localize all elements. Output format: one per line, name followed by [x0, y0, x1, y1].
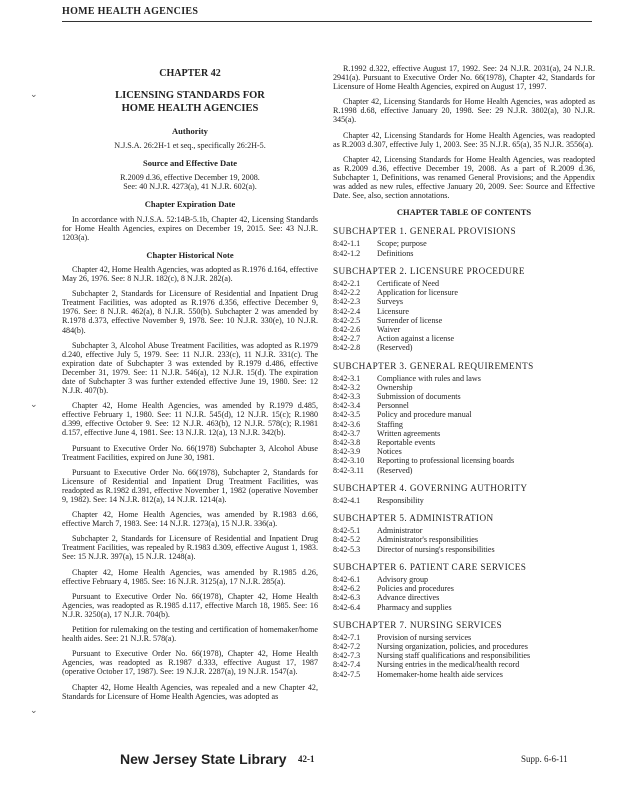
section-title: Nursing staff qualifications and responsibilities: [377, 651, 531, 661]
toc-title: CHAPTER TABLE OF CONTENTS: [396, 207, 532, 218]
section-title: Action against a license: [377, 334, 455, 344]
history-paragraph: Pursuant to Executive Order No. 66(1978) Subchapter 3, Alcohol Abuse Treatment Facilities, expired on June 30, 1981.: [62, 443, 318, 462]
supplement-date: Supp. 6-6-11: [521, 754, 568, 764]
chapter-title-line: HOME HEALTH AGENCIES: [121, 102, 259, 114]
source-text: R.2009 d.36, effective December 19, 2008.: [120, 173, 260, 183]
section-title: (Reserved): [377, 343, 413, 353]
toc-entry: [333, 374, 595, 383]
section-number: 8:42-3.2: [333, 382, 361, 392]
running-header: HOME HEALTH AGENCIES: [62, 6, 199, 17]
section-title: Administrator's responsibilities: [377, 535, 479, 545]
toc-entry: [333, 249, 595, 258]
history-paragraph: Chapter 42, Home Health Agencies, was amended by R.1983 d.66, effective March 7, 1983. See: 14 N.J.R. 1273(a), 15 N.J.R. 336(a).: [62, 510, 318, 529]
toc-entry: [333, 297, 595, 306]
subchapter-heading: SUBCHAPTER 3. GENERAL REQUIREMENTS: [333, 360, 534, 371]
section-number: 8:42-6.2: [333, 584, 361, 594]
toc-entry: [333, 545, 595, 554]
history-paragraph: Subchapter 2, Standards for Licensure of Residential and Inpatient Drug Treatment Facilities, was adopted as R.1976 d.356, effective December 9, 1976. See: 8 N.J.R. 462(a), 8 N.J.R. 550(b). Subchapter 2 was amended by R.1978 d.373, effective November 9, 1978. See: 10 N.J.R. 330(e), 10 N.J.R. 484(b).: [62, 289, 318, 335]
history-notes-continued: [333, 64, 595, 200]
history-paragraph: Pursuant to Executive Order No. 66(1978), Chapter 42, Home Health Agencies, was readopted as R.1987 d.333, effective August 17, 1987 (operative October 17, 1987). See: 19 N.J.R. 2287(a), 19 N.J.R. 1547(a).: [62, 649, 318, 677]
expiration-heading: Chapter Expiration Date: [144, 199, 236, 210]
toc-entry: [333, 584, 595, 593]
section-number: 8:42-2.3: [333, 297, 361, 307]
subchapter-heading: SUBCHAPTER 5. ADMINISTRATION: [333, 513, 494, 524]
toc-entry: [333, 651, 595, 660]
section-title: Surrender of license: [377, 315, 443, 325]
section-number: 8:42-2.1: [333, 278, 361, 288]
section-number: 8:42-7.2: [333, 642, 361, 652]
subchapter-heading: SUBCHAPTER 7. NURSING SERVICES: [333, 619, 503, 630]
page-number: 42-1: [298, 754, 315, 764]
section-title: (Reserved): [377, 465, 413, 475]
library-name: New Jersey State Library: [120, 751, 287, 767]
toc-entry: [333, 239, 595, 248]
section-title: Definitions: [377, 248, 414, 258]
section-title: Director of nursing's responsibilities: [377, 544, 495, 554]
section-number: 8:42-2.8: [333, 343, 361, 353]
toc-entry: [333, 447, 595, 456]
section-number: 8:42-2.5: [333, 315, 361, 325]
source-text: See: 40 N.J.R. 4273(a), 41 N.J.R. 602(a).: [123, 182, 257, 192]
right-column: [333, 64, 595, 679]
section-number: 8:42-7.5: [333, 669, 361, 679]
chapter-title: [62, 90, 318, 115]
toc-entry: [333, 642, 595, 651]
section-title: Surveys: [377, 297, 404, 307]
section-number: 8:42-7.1: [333, 632, 361, 642]
section-number: 8:42-1.1: [333, 239, 361, 249]
section-title: Reportable events: [377, 438, 436, 448]
section-title: Policy and procedure manual: [377, 410, 472, 420]
section-number: 8:42-5.3: [333, 544, 361, 554]
section-title: Staffing: [377, 419, 403, 429]
section-title: Submission of documents: [377, 392, 461, 402]
history-paragraph: Chapter 42, Home Health Agencies, was amended by R.1985 d.26, effective February 4, 1985. See: 16 N.J.R. 3125(a), 17 N.J.R. 285(a).: [62, 567, 318, 586]
section-title: Compliance with rules and laws: [377, 373, 481, 383]
section-number: 8:42-7.3: [333, 651, 361, 661]
toc-entry: [333, 670, 595, 679]
history-paragraph: R.1992 d.322, effective August 17, 1992. See: 24 N.J.R. 2031(a), 24 N.J.R. 2941(a). Pursuant to Executive Order No. 66(1978), Chapter 42, Standards for Licensure of Home Health Agencies, expired on August 17, 1997.: [333, 64, 595, 92]
section-number: 8:42-4.1: [333, 495, 361, 505]
section-title: Notices: [377, 447, 402, 457]
section-number: 8:42-7.4: [333, 660, 361, 670]
toc-entry: [333, 410, 595, 419]
authority-heading: Authority: [172, 126, 208, 136]
section-number: 8:42-2.6: [333, 324, 361, 334]
section-number: 8:42-3.11: [333, 465, 364, 475]
section-number: 8:42-6.1: [333, 574, 361, 584]
left-column: [62, 68, 318, 707]
toc-entry: [333, 633, 595, 642]
history-paragraph: Chapter 42, Licensing Standards for Home Health Agencies, was readopted as R.2003 d.307, effective July 1, 2003. See: 35 N.J.R. 65(a), 35 N.J.R. 3556(a).: [333, 130, 595, 149]
history-notes: [62, 265, 318, 701]
toc-entry: [333, 392, 595, 401]
toc-entry: [333, 496, 595, 505]
section-title: Ownership: [377, 382, 413, 392]
section-number: 8:42-3.3: [333, 392, 361, 402]
history-paragraph: Pursuant to Executive Order No. 66(1978), Subchapter 2, Standards for Licensure of Residential and Inpatient Drug Treatment Facilities, was readopted as R.1982 d.391, effective November 1, 1982 (operative November 9, 1982). See: 14 N.J.R. 812(a), 14 N.J.R. 1214(a).: [62, 467, 318, 504]
section-number: 8:42-3.8: [333, 438, 361, 448]
section-title: Homemaker-home health aide services: [377, 669, 503, 679]
section-title: Policies and procedures: [377, 584, 454, 594]
section-number: 8:42-5.2: [333, 535, 361, 545]
section-title: Responsibility: [377, 495, 424, 505]
subchapter-heading: SUBCHAPTER 1. GENERAL PROVISIONS: [333, 226, 516, 237]
toc-entry: [333, 383, 595, 392]
history-paragraph: Chapter 42, Licensing Standards for Home Health Agencies, was readopted as R.2009 d.36, effective December 19, 2008. As a part of R.2009 d.36, Subchapter 1, Definitions, was renamed General Provisions; and the Appendix was added as new rules, effective January 20, 2009. See: Source and Effective Date. See, also, section annotations.: [333, 154, 595, 201]
source-heading: Source and Effective Date: [142, 158, 238, 169]
margin-mark: ⌄: [30, 400, 38, 410]
authority-text: N.J.S.A. 26:2H-1 et seq., specifically 26:2H-5.: [114, 141, 266, 151]
toc-entry: [333, 526, 595, 535]
section-number: 8:42-3.6: [333, 419, 361, 429]
table-of-contents: [333, 227, 595, 679]
history-paragraph: Chapter 42, Licensing Standards for Home Health Agencies, was adopted as R.1998 d.68, effective January 20, 1998. See: 29 N.J.R. 3802(a), 30 N.J.R. 345(a).: [333, 97, 595, 125]
history-paragraph: Petition for rulemaking on the testing and certification of homemaker/home health aides. See: 21 N.J.R. 578(a).: [62, 625, 318, 644]
section-number: 8:42-3.1: [333, 373, 361, 383]
chapter-number: CHAPTER 42: [159, 68, 221, 79]
toc-entry: [333, 593, 595, 602]
history-paragraph: Subchapter 2, Standards for Licensure of Residential and Inpatient Drug Treatment Facilities, was repealed by R.1983 d.309, effective August 1, 1983. See: 15 N.J.R. 397(a), 15 N.J.R. 1248(a).: [62, 534, 318, 562]
section-number: 8:42-2.4: [333, 306, 361, 316]
history-paragraph: Chapter 42, Home Health Agencies, was repealed and a new Chapter 42, Standards for Licensure of Home Health Agencies, was adopted as: [62, 682, 318, 701]
toc-entry: [333, 438, 595, 447]
section-number: 8:42-3.4: [333, 401, 361, 411]
section-title: Licensure: [377, 306, 409, 316]
section-number: 8:42-1.2: [333, 248, 361, 258]
header-rule: [62, 21, 592, 22]
toc-entry: [333, 279, 595, 288]
toc-entry: [333, 325, 595, 334]
subchapter-heading: SUBCHAPTER 4. GOVERNING AUTHORITY: [333, 482, 528, 493]
section-number: 8:42-3.9: [333, 447, 361, 457]
section-number: 8:42-5.1: [333, 526, 361, 536]
toc-entry: [333, 288, 595, 297]
toc-entry: [333, 535, 595, 544]
section-title: Nursing entries in the medical/health record: [377, 660, 520, 670]
toc-entry: [333, 420, 595, 429]
section-title: Personnel: [377, 401, 409, 411]
margin-mark: ⌄: [30, 90, 38, 100]
history-paragraph: Subchapter 3, Alcohol Abuse Treatment Facilities, was adopted as R.1979 d.240, effective July 5, 1979. See: 11 N.J.R. 233(c), 11 N.J.R. 331(c). The expiration date of Subchapter 3 was extended by R.1979 d.486, effective December 31, 1979. See: 11 N.J.R. 546(a), 12 N.J.R. 15(d). The expiration date of Subchapter 3 was further extended effective June 19, 1980. See: 12 N.J.R. 407(b).: [62, 340, 318, 396]
section-title: Waiver: [377, 324, 401, 334]
toc-entry: [333, 466, 595, 475]
history-heading: Chapter Historical Note: [146, 249, 234, 260]
section-title: Advance directives: [377, 593, 440, 603]
section-title: Written agreements: [377, 428, 441, 438]
history-paragraph: Chapter 42, Home Health Agencies, was amended by R.1979 d.485, effective February 1, 1980. See: 11 N.J.R. 545(d), 12 N.J.R. 15(c); R.1980 d.399, effective October 9. See: 12 N.J.R. 463(b), 12 N.J.R. 578(c); R.1981 d.157, effective June 4, 1981. See: 13 N.J.R. 12(a), 13 N.J.R. 342(b).: [62, 401, 318, 438]
toc-entry: [333, 456, 595, 465]
section-number: 8:42-2.7: [333, 334, 361, 344]
section-title: Nursing organization, policies, and procedures: [377, 642, 528, 652]
section-number: 8:42-3.7: [333, 428, 361, 438]
section-title: Advisory group: [377, 574, 429, 584]
section-number: 8:42-3.10: [333, 456, 365, 466]
subchapter-heading: SUBCHAPTER 6. PATIENT CARE SERVICES: [333, 561, 527, 572]
margin-mark: ⌄: [30, 706, 38, 716]
section-number: 8:42-3.5: [333, 410, 361, 420]
subchapter-heading: SUBCHAPTER 2. LICENSURE PROCEDURE: [333, 265, 525, 276]
section-title: Application for licensure: [377, 288, 458, 298]
expiration-text: In accordance with N.J.S.A. 52:14B-5.1b, Chapter 42, Licensing Standards for Home Health Agencies, expires on December 19, 2015. See: 43 N.J.R. 1203(a).: [62, 214, 318, 242]
toc-entry: [333, 603, 595, 612]
chapter-title-line: LICENSING STANDARDS FOR: [115, 90, 265, 101]
history-paragraph: Chapter 42, Home Health Agencies, was adopted as R.1976 d.164, effective May 26, 1976. See: 8 N.J.R. 182(c), 8 N.J.R. 282(a).: [62, 264, 318, 284]
toc-entry: [333, 575, 595, 584]
toc-entry: [333, 660, 595, 669]
section-title: Pharmacy and supplies: [377, 602, 452, 612]
toc-entry: [333, 334, 595, 343]
section-title: Scope; purpose: [377, 239, 427, 249]
section-number: 8:42-6.4: [333, 602, 361, 612]
toc-entry: [333, 401, 595, 410]
history-paragraph: Pursuant to Executive Order No. 66(1978), Chapter 42, Home Health Agencies, was readopted as R.1985 d.117, effective March 18, 1985. See: 16 N.J.R. 3250(a), 17 N.J.R. 704(b).: [62, 591, 318, 619]
section-number: 8:42-2.2: [333, 288, 361, 298]
toc-entry: [333, 307, 595, 316]
section-title: Provision of nursing services: [377, 632, 472, 642]
section-title: Certificate of Need: [377, 278, 440, 288]
section-number: 8:42-6.3: [333, 593, 361, 603]
toc-entry: [333, 429, 595, 438]
section-title: Reporting to professional licensing boards: [377, 456, 515, 466]
toc-entry: [333, 316, 595, 325]
toc-entry: [333, 343, 595, 352]
section-title: Administrator: [377, 526, 423, 536]
